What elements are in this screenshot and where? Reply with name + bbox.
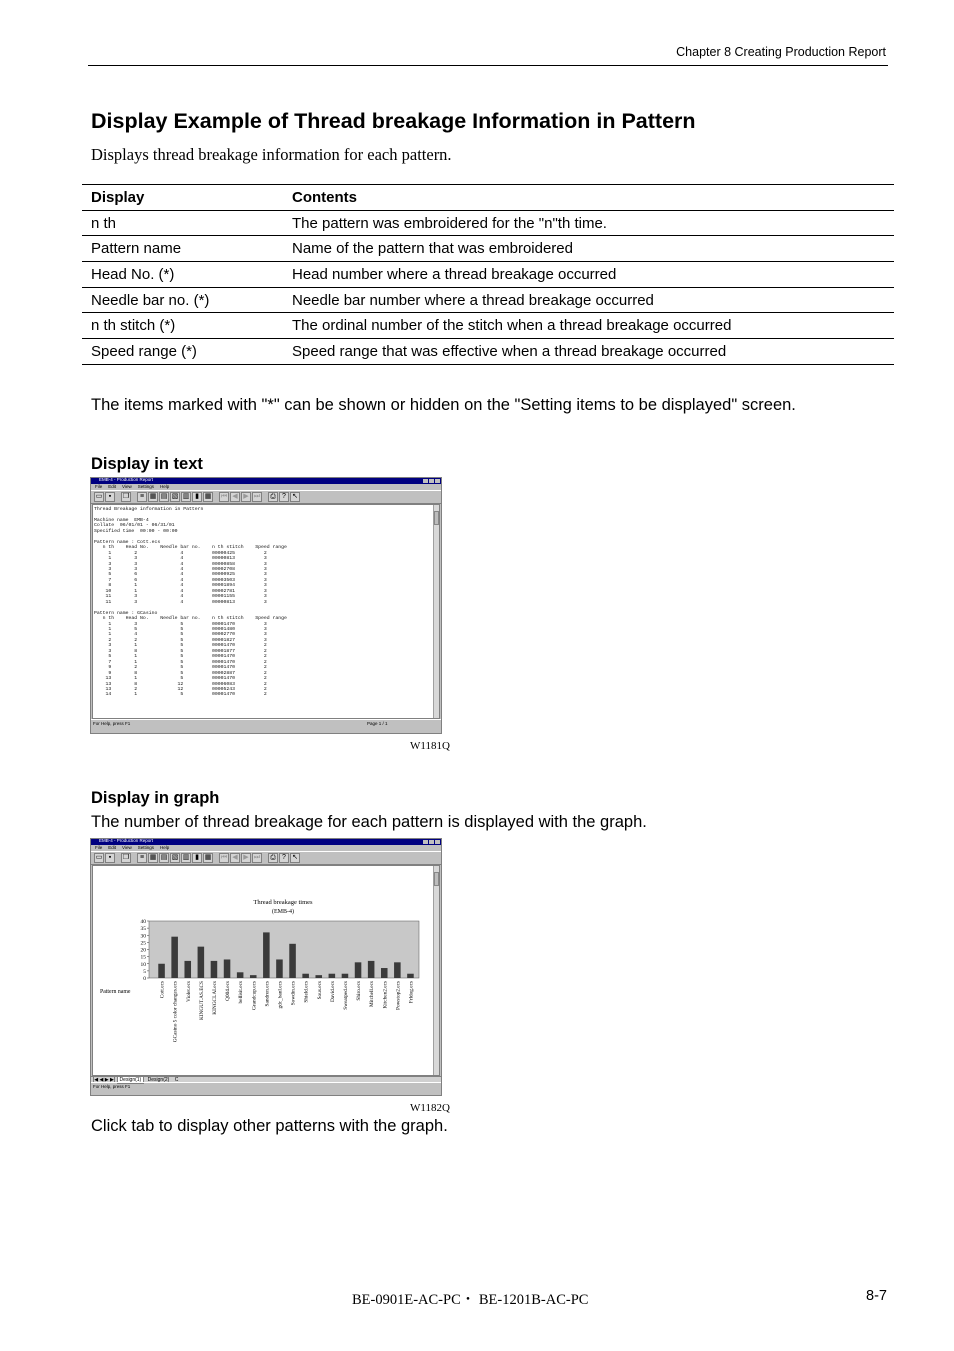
bar bbox=[198, 947, 205, 978]
chart-title: Thread breakage times bbox=[253, 899, 313, 906]
thread-breakage-report-text: Thread Breakage information in Pattern Machine name EMB-4 Collate 06/01/01 - 06/31/01 Specified time 00:00 - 00:00 Pattern name : Cott.ecs n th Head No. Needle bar no. n th stitch Speed range 1 2 4 00000425 2 1 3 4 00000813 3 3 3 4 00000858 3 3 3 4 00002708 3 5 6 4 00000925 3 7 6 4 00003503 3 8 1 4 00001894 3 10 1 4 00002781 3 11 3 4 00001155 3 11 3 4 00000813 3 Pattern name : GCasino n th Head No. Needle bar no. n th stitch Speed range 1 3 5 00001470 3 1 5 5 00001480 3 1 4 5 00002770 3 2 2 5 00001827 3 3 1 5 00001470 2 3 8 5 00001877 2 5 1 5 00001470 2 7 1 5 00001470 2 9 2 5 00001470 2 9 8 5 00002887 2 13 1 5 00001470 2 13 8 12 00006083 2 13 2 12 00005243 2 14 1 5 00001470 2 bbox=[94, 507, 287, 698]
table-row bbox=[82, 287, 894, 313]
column-header-contents: Contents bbox=[283, 185, 894, 211]
x-category-label: bellisit.ecs bbox=[238, 981, 245, 1004]
cell-display: n th bbox=[82, 210, 283, 236]
graph-area bbox=[92, 865, 440, 1076]
table-row bbox=[82, 236, 894, 262]
table-icon[interactable]: ▦ bbox=[204, 854, 212, 861]
window-title: EMB-4 - Production Report bbox=[99, 477, 154, 482]
bar bbox=[276, 959, 283, 978]
x-category-label: Kitchen2.ecs bbox=[382, 981, 389, 1009]
bar bbox=[368, 961, 375, 978]
cell-contents: Speed range that was effective when a thread breakage occurred bbox=[283, 339, 894, 365]
bar bbox=[342, 974, 349, 978]
print-icon[interactable]: ⎙ bbox=[268, 492, 278, 502]
menu-help[interactable]: Help bbox=[159, 484, 170, 489]
needle-icon[interactable]: ▥ bbox=[182, 854, 190, 861]
menu-view[interactable]: View bbox=[122, 845, 132, 850]
table-row bbox=[82, 313, 894, 339]
x-category-label: gdc_banl.ecs bbox=[277, 981, 284, 1009]
column-header-display: Display bbox=[82, 185, 283, 211]
chapter-label: Chapter 8 Creating Production Report bbox=[676, 45, 886, 59]
menu-help[interactable]: Help bbox=[159, 845, 170, 850]
x-category-label: KINGUT.AS.ECS bbox=[198, 981, 205, 1021]
tab-design-3[interactable]: C bbox=[174, 1077, 179, 1083]
menu-settings[interactable]: Settings bbox=[137, 484, 154, 489]
cell-contents: The pattern was embroidered for the "n"th time. bbox=[283, 210, 894, 236]
click-tab-instruction: Click tab to display other patterns with the graph. bbox=[91, 1117, 448, 1135]
settings-note: The items marked with "*" can be shown or hidden on the "Setting items to be displayed" screen. bbox=[91, 396, 796, 414]
menu-edit[interactable]: Edit bbox=[108, 484, 117, 489]
y-tick-label: 10 bbox=[140, 961, 146, 968]
page-header bbox=[88, 44, 888, 66]
figure-caption-text: W1181Q bbox=[410, 740, 450, 752]
cell-contents: Needle bar number where a thread breakage occurred bbox=[283, 287, 894, 313]
open-icon[interactable]: ▭ bbox=[95, 854, 103, 861]
y-tick-label: 30 bbox=[140, 933, 146, 940]
x-category-label: Frldog.ecs bbox=[408, 981, 415, 1004]
status-help-text: For Help, press F1 bbox=[93, 1084, 131, 1089]
head-icon[interactable]: ▤ bbox=[160, 493, 168, 500]
table-icon[interactable]: ▦ bbox=[204, 493, 212, 500]
bar bbox=[158, 964, 165, 978]
x-category-label: Shiro.ecs bbox=[356, 981, 363, 1001]
table-row bbox=[82, 210, 894, 236]
display-contents-table bbox=[82, 184, 894, 365]
tab-design-2[interactable]: Design(2) bbox=[147, 1077, 170, 1083]
bar bbox=[263, 932, 270, 978]
bar bbox=[224, 959, 231, 978]
save-icon[interactable]: ▪ bbox=[105, 492, 115, 502]
first-page-icon[interactable]: ⏮ bbox=[220, 854, 228, 861]
cell-display: Head No. (*) bbox=[82, 262, 283, 288]
copy-icon[interactable]: ❐ bbox=[122, 854, 130, 861]
y-tick-label: 40 bbox=[140, 919, 146, 925]
window-title: EMB-4 - Production Report bbox=[99, 838, 154, 843]
first-page-icon[interactable]: ⏮ bbox=[220, 493, 228, 500]
breakage-icon[interactable]: ▧ bbox=[171, 854, 179, 861]
x-category-label: Mitchell.ecs bbox=[369, 981, 376, 1008]
save-icon[interactable]: ▪ bbox=[105, 853, 115, 863]
bar bbox=[407, 974, 414, 978]
y-tick-label: 5 bbox=[143, 968, 146, 975]
thread-breakage-bar-chart bbox=[93, 866, 433, 1075]
context-help-icon[interactable]: ↖ bbox=[290, 853, 300, 863]
last-page-icon[interactable]: ⏭ bbox=[253, 854, 261, 861]
bar bbox=[381, 968, 388, 978]
status-bar bbox=[91, 1082, 441, 1089]
maximize-button[interactable] bbox=[429, 479, 434, 483]
prev-page-icon[interactable]: ◀ bbox=[230, 853, 240, 863]
x-category-label: GCasino 5 color changes.ecs bbox=[172, 981, 179, 1043]
table-header-row bbox=[82, 185, 894, 211]
table-row bbox=[82, 339, 894, 365]
bar bbox=[289, 944, 296, 978]
next-page-icon[interactable]: ▶ bbox=[241, 492, 251, 502]
cell-display: n th stitch (*) bbox=[82, 313, 283, 339]
y-tick-label: 20 bbox=[140, 947, 146, 954]
x-category-label: Sowdin.ecs bbox=[290, 981, 297, 1006]
cell-contents: Name of the pattern that was embroidered bbox=[283, 236, 894, 262]
status-help-text: For Help, press F1 bbox=[93, 721, 131, 726]
y-tick-label: 35 bbox=[140, 926, 146, 933]
x-axis-label: Pattern name bbox=[100, 989, 131, 995]
menu-file[interactable]: File bbox=[95, 484, 103, 489]
display-in-graph-heading: Display in graph bbox=[91, 789, 220, 807]
close-button[interactable] bbox=[435, 840, 440, 844]
figure-caption-graph: W1182Q bbox=[410, 1102, 450, 1114]
cell-contents: The ordinal number of the stitch when a thread breakage occurred bbox=[283, 313, 894, 339]
display-in-text-heading: Display in text bbox=[91, 455, 203, 473]
help-icon[interactable]: ? bbox=[279, 492, 289, 502]
copy-icon[interactable]: ❐ bbox=[122, 493, 130, 500]
page-title: Display Example of Thread breakage Information in Pattern bbox=[91, 109, 696, 133]
open-icon[interactable]: ▭ bbox=[95, 493, 103, 500]
x-category-label: David.ecs bbox=[329, 981, 336, 1003]
chart-subtitle: (EMB-4) bbox=[272, 909, 294, 915]
cell-display: Pattern name bbox=[82, 236, 283, 262]
tab-design-1[interactable]: Design(1) bbox=[117, 1077, 145, 1084]
bar bbox=[394, 962, 401, 978]
status-bar bbox=[91, 719, 441, 726]
window-titlebar bbox=[91, 478, 441, 484]
pattern-icon[interactable]: ▦ bbox=[149, 854, 157, 861]
breakage-icon[interactable]: ▧ bbox=[171, 493, 179, 500]
x-category-label: Q004.ecs bbox=[225, 981, 232, 1001]
page-number: 8-7 bbox=[866, 1288, 887, 1304]
bar bbox=[211, 961, 218, 978]
document-code: BE-0901E-AC-PC・ BE-1201B-AC-PC bbox=[352, 1292, 589, 1308]
report-text-area bbox=[92, 504, 440, 719]
y-tick-label: 15 bbox=[140, 954, 146, 961]
scroll-thumb[interactable] bbox=[434, 511, 439, 525]
context-help-icon[interactable]: ↖ bbox=[290, 492, 300, 502]
head-icon[interactable]: ▤ bbox=[160, 854, 168, 861]
menu-edit[interactable]: Edit bbox=[108, 845, 117, 850]
text-report-window bbox=[90, 477, 442, 734]
table-row bbox=[82, 262, 894, 288]
bar bbox=[302, 974, 309, 978]
graph-report-window bbox=[90, 838, 442, 1096]
next-page-icon[interactable]: ▶ bbox=[241, 853, 251, 863]
tab-navigation-arrows[interactable]: |◀ ◀ ▶ ▶| bbox=[93, 1077, 116, 1083]
report-icon[interactable]: ≡ bbox=[137, 853, 147, 863]
x-category-label: KINGCLAI.ecs bbox=[211, 981, 218, 1015]
graph-icon[interactable]: ▮ bbox=[192, 492, 202, 502]
vertical-scrollbar[interactable] bbox=[433, 505, 439, 718]
x-category-label: Violet.ecs bbox=[185, 981, 192, 1003]
x-category-label: Sandren.ecs bbox=[264, 981, 271, 1007]
print-icon[interactable]: ⎙ bbox=[268, 853, 278, 863]
close-button[interactable] bbox=[435, 479, 440, 483]
prev-page-icon[interactable]: ◀ bbox=[230, 492, 240, 502]
x-category-label: Sous.ecs bbox=[316, 981, 323, 1000]
help-icon[interactable]: ? bbox=[279, 853, 289, 863]
bar bbox=[355, 962, 362, 978]
graph-description: The number of thread breakage for each pattern is displayed with the graph. bbox=[91, 813, 647, 831]
y-tick-label: 0 bbox=[143, 976, 146, 982]
scroll-thumb[interactable] bbox=[434, 872, 439, 886]
y-tick-label: 25 bbox=[140, 940, 146, 947]
menu-view[interactable]: View bbox=[122, 484, 132, 489]
status-page: Page 1 / 1 bbox=[367, 721, 388, 726]
bar bbox=[171, 937, 178, 978]
bar bbox=[184, 961, 191, 978]
minimize-button[interactable] bbox=[423, 479, 428, 483]
menu-settings[interactable]: Settings bbox=[137, 845, 154, 850]
bar bbox=[315, 975, 322, 978]
last-page-icon[interactable]: ⏭ bbox=[253, 493, 261, 500]
report-icon[interactable]: ≡ bbox=[137, 492, 147, 502]
vertical-scrollbar[interactable] bbox=[433, 866, 439, 1075]
cell-display: Needle bar no. (*) bbox=[82, 287, 283, 313]
cell-contents: Head number where a thread breakage occurred bbox=[283, 262, 894, 288]
x-category-label: Sweatped.ecs bbox=[342, 981, 349, 1010]
needle-icon[interactable]: ▥ bbox=[182, 493, 190, 500]
window-titlebar bbox=[91, 839, 441, 845]
toolbar bbox=[91, 851, 441, 865]
x-category-label: Powstop2.ecs bbox=[395, 981, 402, 1010]
bar bbox=[237, 972, 244, 978]
pattern-icon[interactable]: ▦ bbox=[149, 493, 157, 500]
toolbar bbox=[91, 490, 441, 504]
page-subtitle: Displays thread breakage information for each pattern. bbox=[91, 145, 452, 164]
graph-icon[interactable]: ▮ bbox=[192, 853, 202, 863]
maximize-button[interactable] bbox=[429, 840, 434, 844]
cell-display: Speed range (*) bbox=[82, 339, 283, 365]
x-category-label: Cott.ecs bbox=[159, 981, 166, 999]
minimize-button[interactable] bbox=[423, 840, 428, 844]
bar bbox=[250, 975, 257, 978]
menu-file[interactable]: File bbox=[95, 845, 103, 850]
x-category-label: Grandcup.ecs bbox=[251, 981, 258, 1010]
bar bbox=[329, 974, 336, 978]
x-category-label: Shield.ecs bbox=[303, 981, 310, 1003]
